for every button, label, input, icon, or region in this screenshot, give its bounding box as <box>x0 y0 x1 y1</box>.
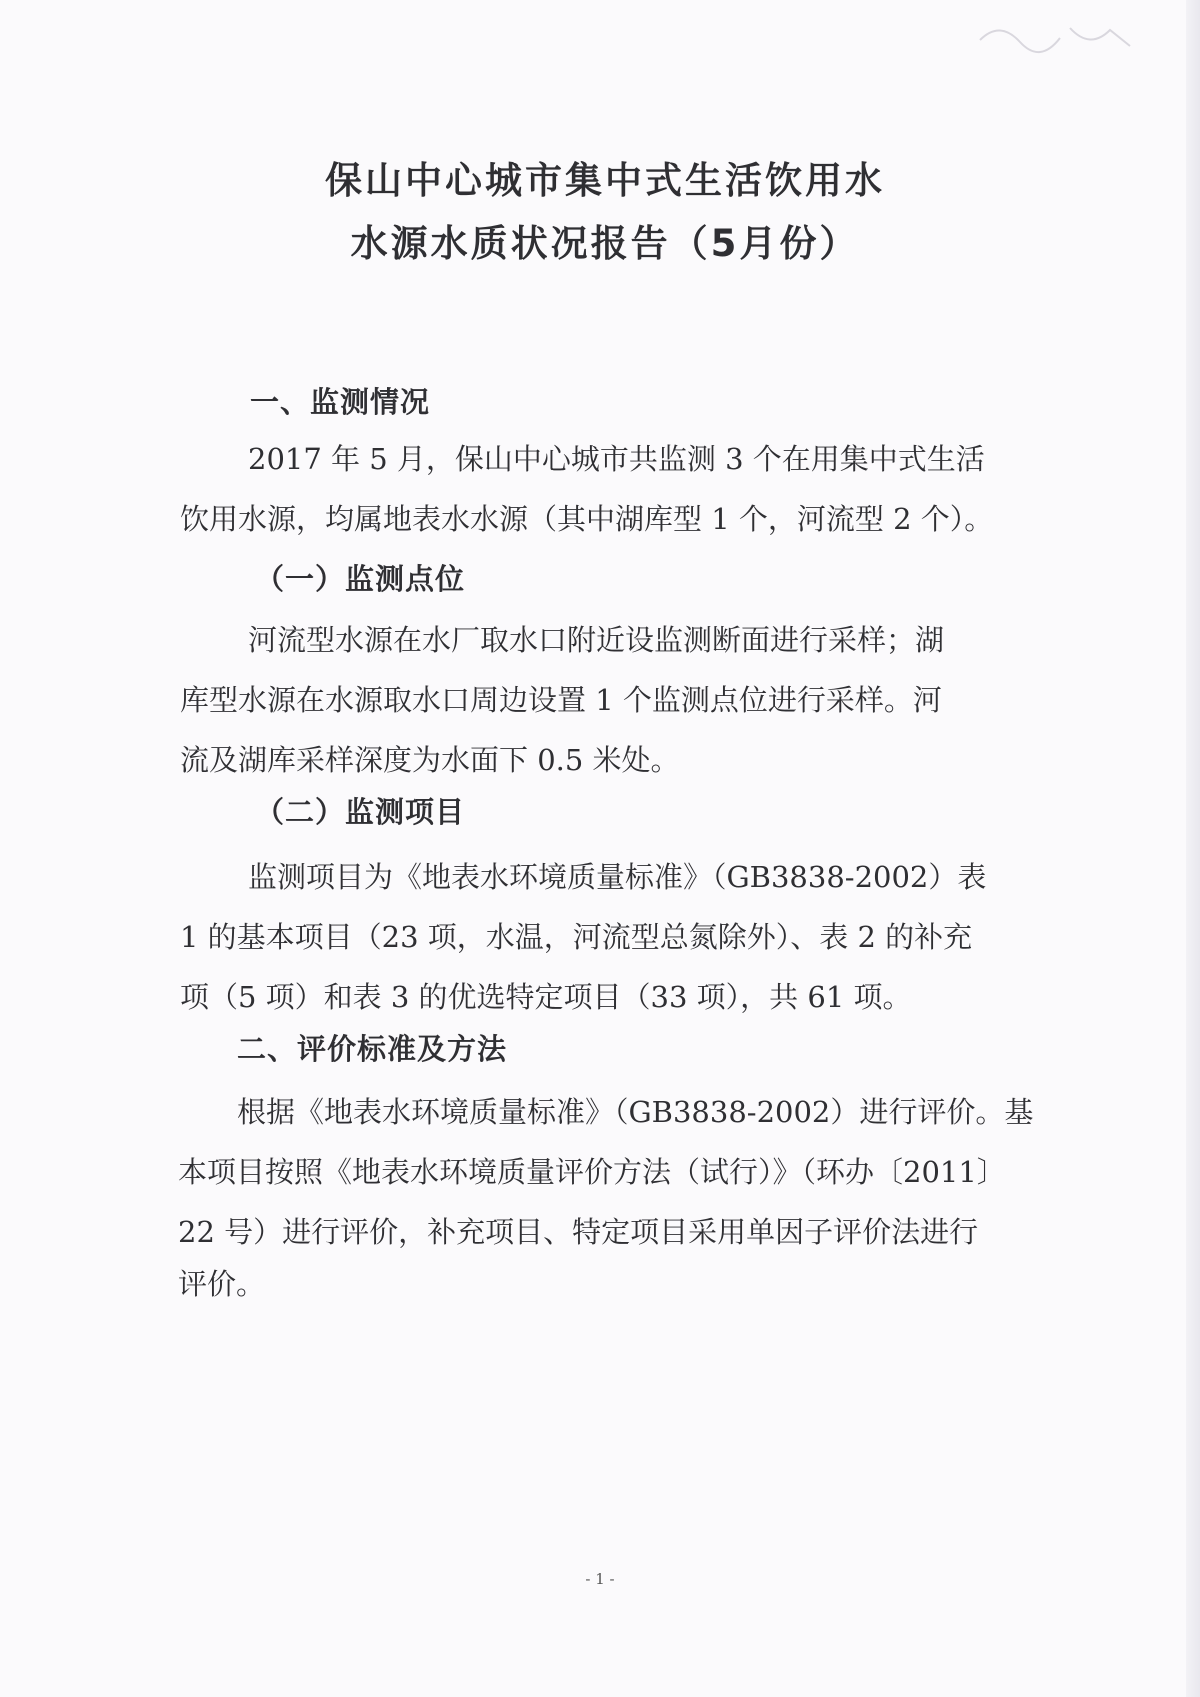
section-heading-evaluation: 二、评价标准及方法 <box>237 1032 508 1066</box>
report-title-line1: 保山中心城市集中式生活饮用水 <box>325 159 885 202</box>
paragraph-line: 饮用水源，均属地表水水源（其中湖库型 1 个，河流型 2 个）。 <box>180 502 994 536</box>
report-title-line2: 水源水质状况报告（5月份） <box>350 222 860 265</box>
paragraph-line: 库型水源在水源取水口周边设置 1 个监测点位进行采样。河 <box>180 683 942 717</box>
subsection-heading-items: （二）监测项目 <box>255 795 466 829</box>
page-number: - 1 - <box>585 1570 615 1588</box>
subsection-heading-points: （一）监测点位 <box>255 562 466 596</box>
paragraph-line: 本项目按照《地表水环境质量评价方法（试行）》（环办〔2011〕 <box>178 1155 1006 1189</box>
paragraph-line: 流及湖库采样深度为水面下 0.5 米处。 <box>180 743 680 777</box>
paragraph-line: 2017 年 5 月，保山中心城市共监测 3 个在用集中式生活 <box>248 442 985 476</box>
section-heading-monitoring: 一、监测情况 <box>250 385 431 419</box>
paragraph-line: 评价。 <box>178 1267 266 1301</box>
paragraph-line: 22 号）进行评价，补充项目、特定项目采用单因子评价法进行 <box>178 1215 979 1249</box>
handwritten-mark <box>970 10 1140 70</box>
paragraph-line: 项（5 项）和表 3 的优选特定项目（33 项），共 61 项。 <box>180 980 912 1014</box>
paragraph-line: 根据《地表水环境质量标准》（GB3838-2002）进行评价。基 <box>237 1095 1034 1129</box>
paragraph-line: 监测项目为《地表水环境质量标准》（GB3838-2002）表 <box>248 860 987 894</box>
paragraph-line: 1 的基本项目（23 项，水温，河流型总氮除外）、表 2 的补充 <box>180 920 973 954</box>
paragraph-line: 河流型水源在水厂取水口附近设监测断面进行采样；湖 <box>248 623 945 657</box>
